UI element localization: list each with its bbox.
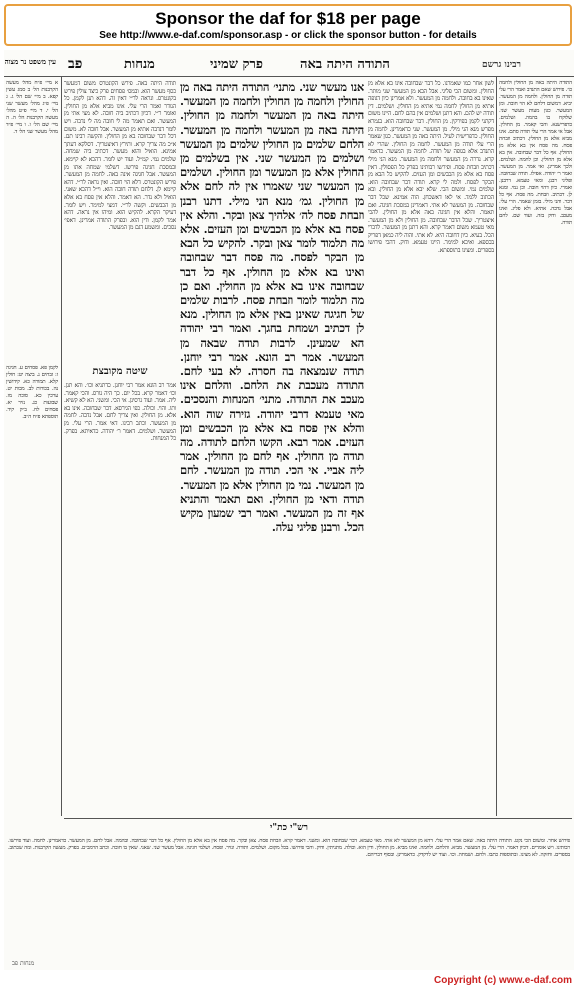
page-footer	[0, 973, 578, 990]
chapter-number: פרק שמיני	[210, 57, 263, 72]
right-margin-commentary: התודה היתה באה מן החולין ולחמה כו׳. פירוש שאם התנדב ואמר הרי עלי תודה מן החולין. ולחמה מן המעשר. יביא. דמשום דלחם לא הוי חובה. ומן המעשר. כגון מעות מעשר שני. שלוקח בו בהמה. ושלמים. כדפרישנא. והכי קאמר. מן החולין. אבל אי אמר הרי עלי תודה סתם. אינו מביא אלא מן החולין. דכתיב וזבחת פסח. מה פסח אין בא אלא מן החולין. אף כל דבר שבחובה. אין בא אלא מן החולין. וכן לחמה. ושלמים. ולכך אמרינן. ואי אמר. מן המעשר. ואמר ר׳ יהודה. אפילו. תודה שבחובה. ופליגי רבנן. ומאי טעמא. דרבנן. ואמרי. כיון דהוי חובה. וכן נמי. ומנא לן. דכתיב. וזבחת. מה פסח. אף כל דבר. והני מילי. בזמן שאמר. הרי עלי. אבל נדבה. אתיא. ולא פליג. ואינו מעכב. ודוק בזה. ועוד שם. לחם תודה.	[499, 80, 572, 226]
rashi-column: לשון אחר כמו שאמרנו. כל דבר שבחובה אינו בא אלא מן החולין. ומשום הכי פליגי. אבל הבא מן המעשר שני מותר. שאינו בא בחובה. ולחמה מן המעשר. ולא אמרינן כיון דגופה אתיא מן החולין לחמה נמי אתיא מן החולין. ושלמים. דין תודה יש להם. והא דתנן ושלמים אין בהם לחם. היינו משום דקתני לקמן בפירקין. מן החולין. דבר שבחובה הוא. בגמרא מפרש מנא הני מילי. מן המעשר. שני כדאמרינן. לחמה מן החולין. כדפרישית לעיל. היתה באה מן המעשר. כגון שאמר הרי עלי תודה מן המעשר. לחמה מן החולין. שהרי לא התנדב אלא בגופה של תודה. לחמה מן המעשר. כדאמר קרא. נדרה מן המעשר ולחמה מן המעשר. מנא הני מילי דכתיב וזבחת פסח. ופירשו רבותינו בפרק כל הפסולין. דאין פסח בא אלא מן הכבשים ומן העזים. להקיש כל הבא מן הבקר לפסח. ולמה לי קרא. תודה דבר שבחובה הוא. שלמים נמי. ומשום הכי. שלא יבא אלא מן החולין. ובא הכתוב ללמד. אי לאו דאשכחן. הוה אמינא. שכל דבר שבחובה. מן המעשר לא אתי. דאמרינן במסכת חגיגה. ואם תאמר. והלא אין חגיגה באה אלא מן החולין. להכי איצטריך. שכל הדבר שבחובה. מן החולין ולא מן המעשר. מאי טעמא משום דאמר קרא. והא דתנן מן המעשר. לדברי הכל. בעיא. כיון דחובה היא. לא אתי. והוה ליה כמאן דפריק בכספא. ואיכא למימר. היינו טעמא. ודוק. דהכי פירושו בספרים. ומצינו בתוספתא.	[368, 80, 494, 255]
margin-divider-left	[61, 76, 62, 816]
page-note: מנחות פב	[12, 960, 35, 967]
tosafot-lower: אמר רב הונא אמר רבי יוחנן. כדתניא וכו׳. והא תנן. וכו׳ דאמר קרא. בכל יום. כך היה גורס. והכי קאמר. ליה. אמר. ועוד גרסינן. אי הכי. ומשני. הא לא קשיא. ותו. והוי. וכולה. כפי הגירסא. דבר שבחובה. אינו בא אלא. מן החולין. ואין צריך לחם. אבל נדבה. לחמה מן המעשר. וכתב רבינו. דאי אמר. הרי עלי. מן המעשר. ושלמים. דאמר ר׳ יהודה. כדאיתא. בפרק. כל המנחות.	[64, 382, 176, 443]
copyright-link[interactable]: Copyright (c) www.e-daf.com	[434, 975, 572, 986]
margin-divider-right	[496, 76, 497, 816]
rabbeinu-gershom-label: רבינו גרשם	[482, 60, 521, 70]
sponsor-subtitle[interactable]: See http://www.e-daf.com/sponsor.asp - or click the sponsor button - for details	[99, 30, 477, 41]
footer-commentary-header: רש"י כת"י	[270, 823, 308, 833]
shita-header: שיטה מקובצת	[92, 366, 148, 377]
gemara-text: אנו מעשר שני. מתני׳ התודה היתה באה מן החולין ולחמה מן החולין ולחמה מן המעשר. היתה באה מן המעשר ולחמה מן החולין. היתה באה מן המעשר ולחמה מן המעשר. הלחם שלמים מן החולין שלמים מן המעשר ושלמים מן המעשר שני. אין בשלמים מן החולין אלא מן המעשר ומן החולין. ושלמים מן המעשר שני שאמרו אין לה לחם אלא מן החולין. גמ׳ מנא הני מילי. דתנו רבנן וזבחת פסח לה׳ אלהיך צאן ובקר. והלא אין פסח בא אלא מן הכבשים ומן העזים. אלא מה תלמוד לומר צאן ובקר. להקיש כל הבא מן הבקר לפסח. מה פסח דבר שבחובה ואינו בא אלא מן החולין. אף כל דבר שבחובה אינו בא אלא מן החולין. ואם כן מה תלמוד לומר וזבחת פסח. לרבות שלמים של חגיגה שאינן באין אלא מן החולין. מנא לן דכתיב ושמחת בחגך. ואמר רבי יהודה הא שמעינן. לרבות תודה שבאה מן המעשר. אמר רב הונא. אמר רבי יוחנן. תודה שנמצאה בה חסרה. לא בעי לחם. התודה מעכבת את הלחם. והלחם אינו מעכב את התודה. מתני׳ המנחות והנסכים. מאי טעמא דרבי יהודה. גזירה שוה הוא. והלא אין פסח בא אלא מן הכבשים ומן העזים. אמר רבא. הקשו הלחם לתודה. מה תודה מן החולין. אף לחם מן החולין. אמר ליה אביי. אי הכי. תודה מן המעשר. לחם מן המעשר. נמי מן החולין אלא מן המעשר. תודה ודאי מן החולין. ואם תאמר והתניא אף זה מן המעשר. ואמר רבי שמעון מקיש הכל. ורבנן פליגי עלה.	[180, 80, 364, 535]
page-header	[4, 56, 574, 74]
header-divider	[4, 76, 574, 77]
footer-commentary: פירוש אחר. ומשום הכי נקט. התודה היתה באה. שאם אמר הרי עלי. דהא מן המעשר לא אתי. מאי טעמא. דבר שבחובה הוא. ומשני. דאמר קרא. וזבחת פסח. צאן ובקר. מה פסח אין בא אלא מן החולין. אף כל דבר שבחובה. ובהמה. אבל לחם. מן המעשר. כדאמרינן. לחמה. ועוד פירשו. רבותינו. ויש אומרים. דכיון דאמר. הרי עלי. מן המעשר. מביא. והלחם. ולחמה. ואינו מביא. מן החולין. ודין הוא. וכולה. מתניתין. ודוק. והכי פירושו. בכל מקום. ושלמים. ותודה. ונזיר. ופסח. ושלמי חגיגה. אבל מעשר שני. שאני. שאין בו חובה. וכתב הרמב״ם. בפרק. מעשה הקרבנות. ומה שכתוב. בספרים. וחזקה. לא מצינו. ובתוספות כתבו. ולחם. ושמחה. וכו׳. ועוד יש לדקדק. כדאמרינן. ובסוף דבריהם.	[8, 838, 570, 858]
sponsor-banner[interactable]	[4, 4, 572, 46]
ein-mishpat-column: א מיי׳ פ״ח מהל׳ מעשה הקרבנות הל׳ ב סמג עשין קפא. ב מיי׳ שם הל׳ ג. ג מיי׳ פ״ג מהל׳ מעשר שני הל׳ י. ד מיי׳ פ״ט מהל׳ מעשה הקרבנות הל׳ ה. ה מיי׳ שם הל׳ ו. ו מיי׳ פ״ד מהל׳ מעשר שני הל׳ ד.	[6, 80, 58, 135]
footer-divider	[64, 818, 572, 819]
tractate-name: מנחות	[124, 57, 155, 72]
chapter-title: התודה היתה באה	[300, 57, 390, 72]
folio-number: פב	[68, 56, 83, 72]
talmud-page	[4, 50, 574, 970]
mesoret-column: לקמן פא. פסחים ע. חגיגה ז: זבחים נ. ביצה יט: חולין קלא. תמורה כא. קידושין נה. בכורות לב. מכות יט. ערכין כא. סוכה מז. שבועות כג. נזיר יא. פסחים לח. ב״ק קיד. תוספתא פ״ח ה״ב.	[6, 365, 58, 420]
sponsor-title[interactable]: Sponsor the daf for $18 per page	[155, 9, 421, 28]
tosafot-upper: תודה היתה באה. פירש הקונטרס משום דמעשר כסף מעשר הוא. ובמס׳ פסחים פרק כיצד צולין פירש בקונטרס. ונראה לר״י דאין זה. דהא תנן לקמן. כל הנודר ואמר הרי עלי. אינו מביא אלא מן החולין. ואומר ר״י. דכיון דכתיב ביה חובה. לא מצי אתי מן המעשר. ואם תאמר מה לי חובה מה לי נדבה. ויש לומר דנדבה אתיא מן המעשר. אבל חובה לא. משום דכל דבר שבחובה בא מן החולין. והקשה רבינו תם. א״כ מה צריך קרא. ותירץ דאיצטריך. דסלקא דעתך אמינא. הואיל והוא מעשר. דכתיב ביה שמחה. שלמים נמי. קמ״ל. ועוד יש לומר. דהכא לא קיימא. ובמסכת חגיגה פירשו. דשלמי שמחה אתו מן המעשר. אבל חגיגה אינה באה. לחמה מן המעשר. פירש הקונטרס. דלא הוי חובה. ואין נראה לר״י. דהא קיימא לן. דלחם תודה חובה הוא. וי״ל דהכא שאני. הואיל ולא נדר. הא דאמר. והלא אין פסח בא אלא מן הכבשים. וקשה לר״י. דמצי למימר. ויש לומר. דעיקר הקרא. להקיש הוא. ומיהו אין נראה. דהא אמר לקמן. ודין הוא. ובפרק התודה אמרינן. דאפי׳ נסכים. ומשמע דגם מן המעשר.	[64, 80, 176, 232]
ein-mishpat-label: עין משפט נר מצוה	[4, 57, 56, 66]
